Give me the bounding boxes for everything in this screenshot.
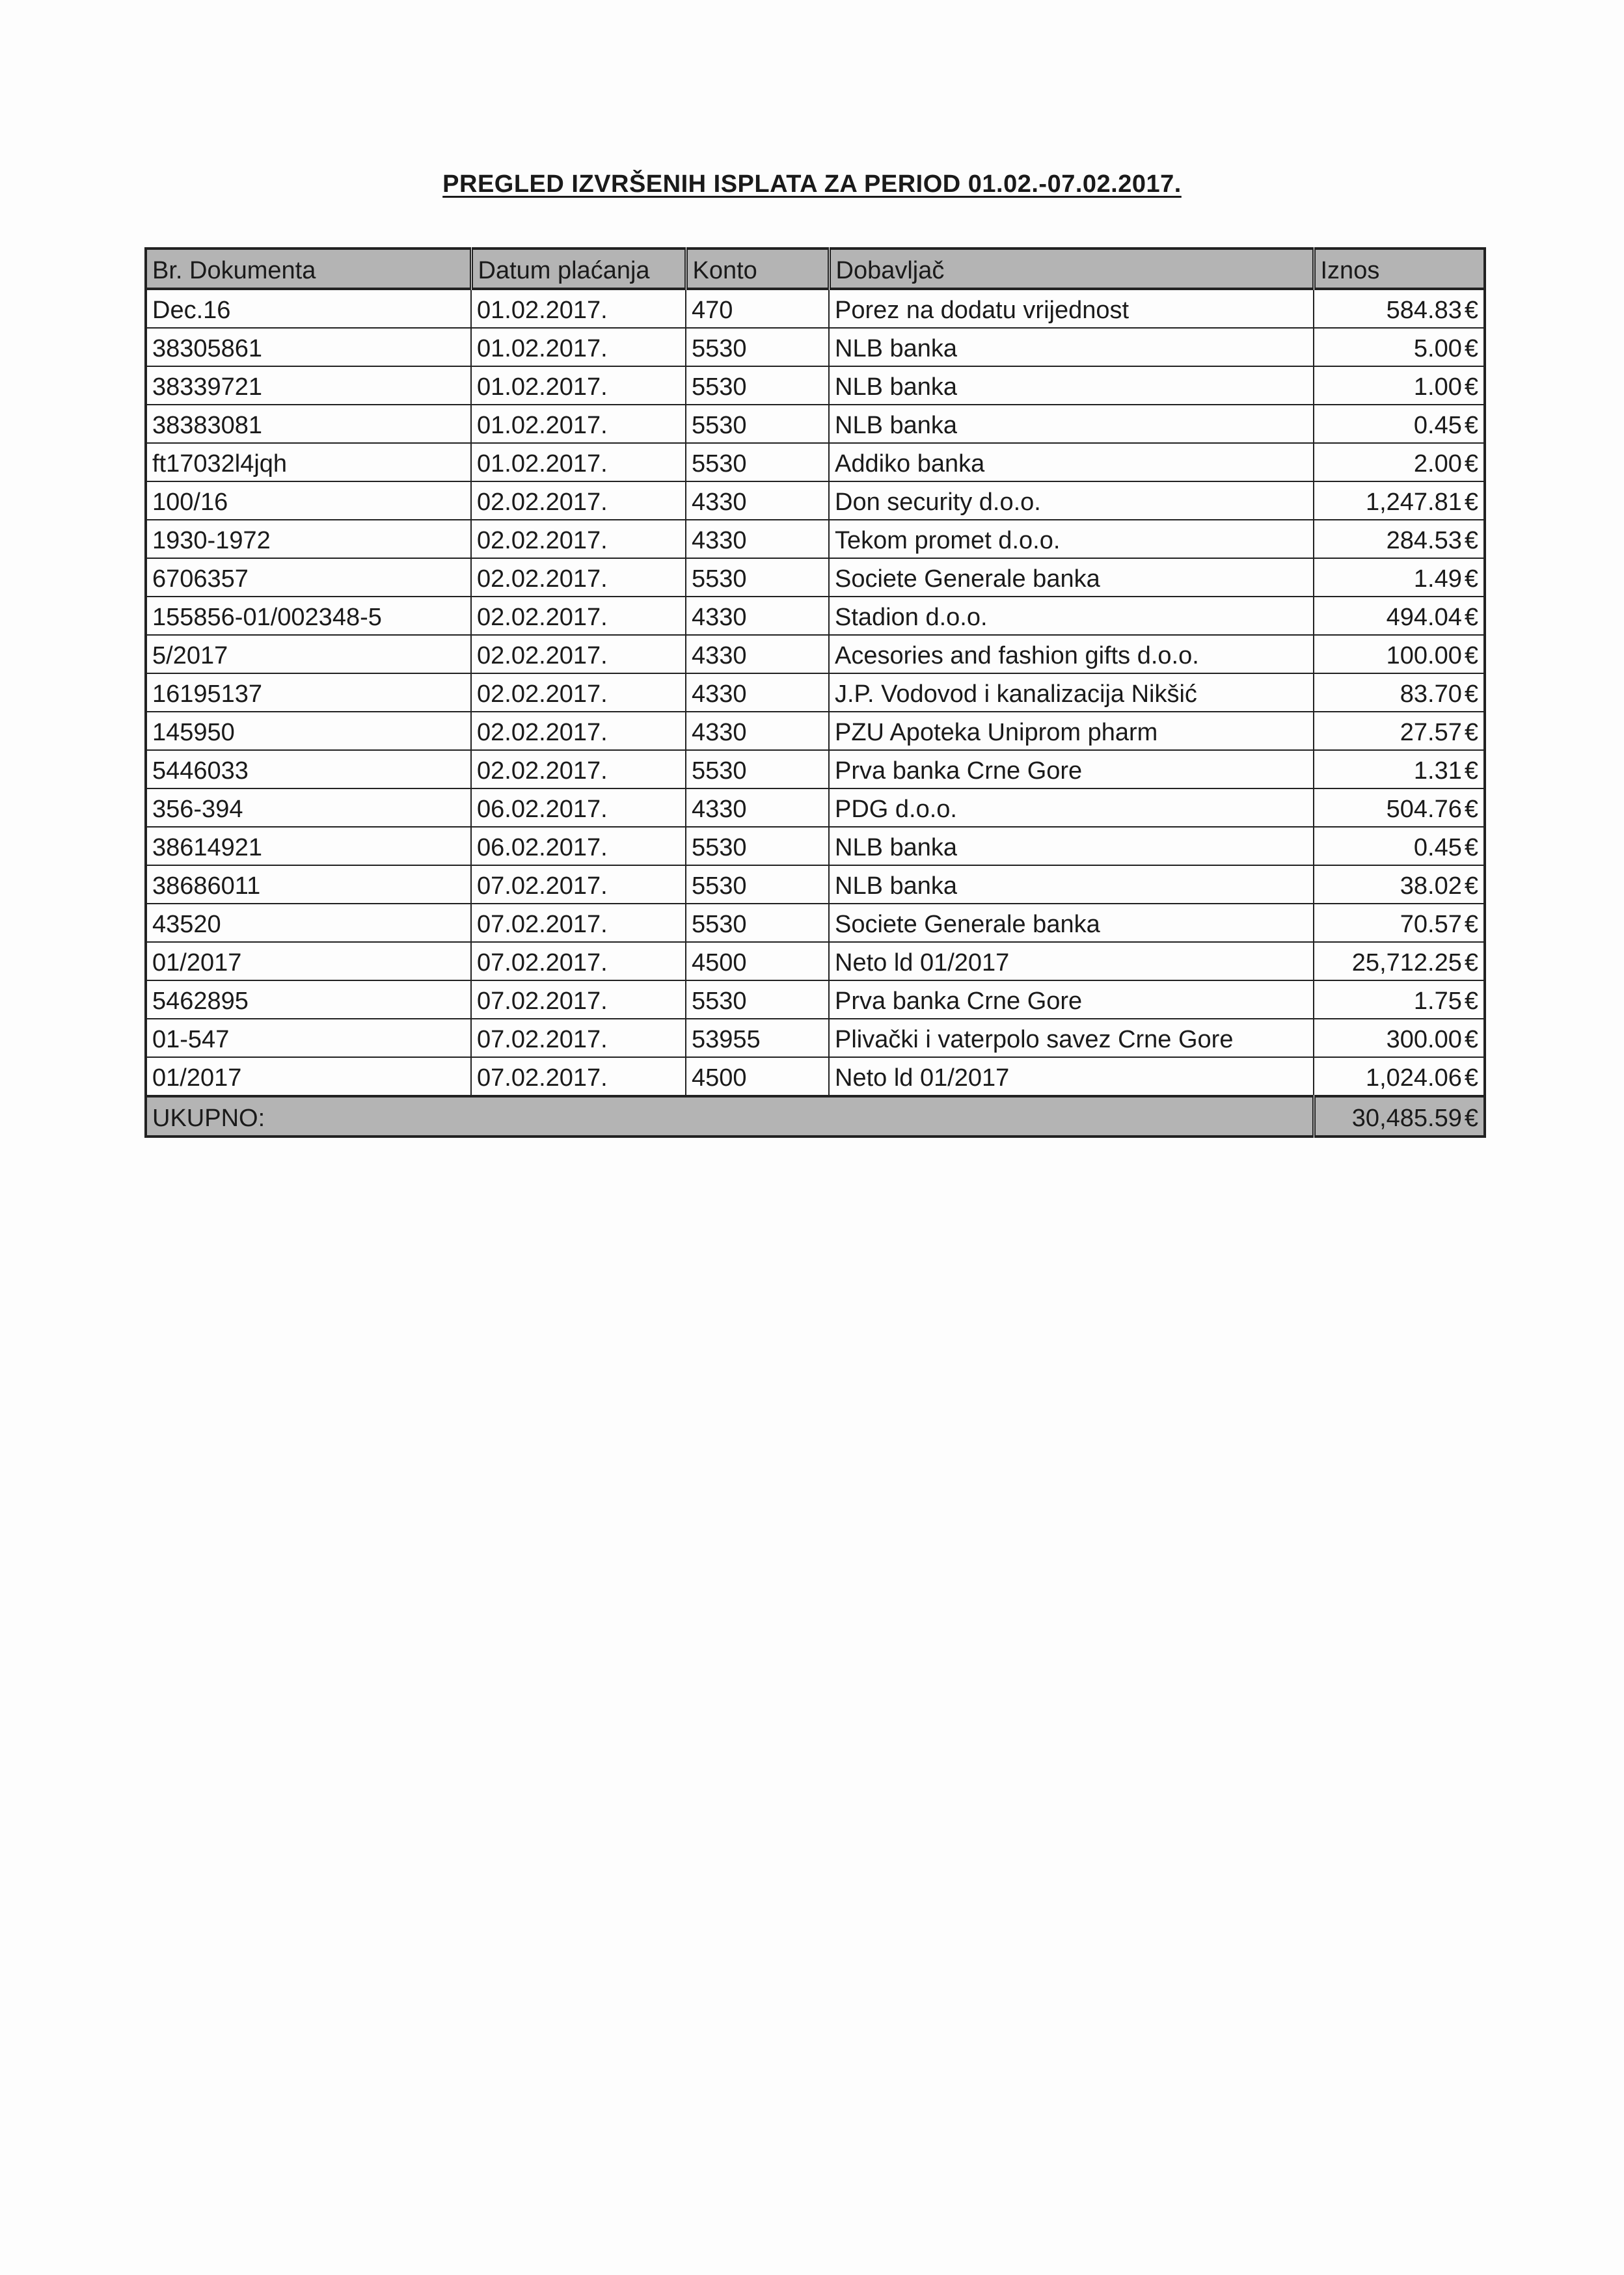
cell-supplier: Addiko banka bbox=[829, 443, 1314, 481]
cell-amount bbox=[1314, 673, 1485, 712]
cell-konto: 4330 bbox=[686, 712, 829, 750]
amount-value: 284.53 bbox=[1386, 527, 1462, 554]
currency-symbol: € bbox=[1464, 450, 1478, 478]
cell-doc-number: 100/16 bbox=[146, 481, 471, 520]
table-row bbox=[146, 750, 1485, 788]
cell-doc-number: 38686011 bbox=[146, 865, 471, 904]
payments-table bbox=[144, 247, 1486, 1138]
cell-doc-number: 6706357 bbox=[146, 558, 471, 597]
total-row bbox=[146, 1096, 1485, 1137]
table-row bbox=[146, 942, 1485, 980]
cell-konto: 4330 bbox=[686, 597, 829, 635]
cell-payment-date: 01.02.2017. bbox=[471, 443, 686, 481]
cell-konto: 4330 bbox=[686, 788, 829, 827]
cell-konto: 4500 bbox=[686, 942, 829, 980]
currency-symbol: € bbox=[1464, 527, 1478, 554]
cell-amount bbox=[1314, 865, 1485, 904]
currency-symbol: € bbox=[1464, 719, 1478, 746]
cell-doc-number: 01/2017 bbox=[146, 942, 471, 980]
cell-payment-date: 07.02.2017. bbox=[471, 1019, 686, 1057]
cell-payment-date: 01.02.2017. bbox=[471, 405, 686, 443]
table-row bbox=[146, 904, 1485, 942]
cell-supplier: Neto ld 01/2017 bbox=[829, 1057, 1314, 1096]
cell-amount bbox=[1314, 366, 1485, 405]
cell-supplier: NLB banka bbox=[829, 328, 1314, 366]
cell-doc-number: Dec.16 bbox=[146, 289, 471, 328]
cell-konto: 4330 bbox=[686, 635, 829, 673]
amount-value: 100.00 bbox=[1386, 642, 1462, 669]
cell-amount bbox=[1314, 827, 1485, 865]
currency-symbol: € bbox=[1464, 834, 1478, 861]
cell-konto: 5530 bbox=[686, 827, 829, 865]
cell-supplier: PZU Apoteka Uniprom pharm bbox=[829, 712, 1314, 750]
cell-payment-date: 02.02.2017. bbox=[471, 520, 686, 558]
cell-payment-date: 02.02.2017. bbox=[471, 558, 686, 597]
table-row bbox=[146, 827, 1485, 865]
cell-konto: 5530 bbox=[686, 405, 829, 443]
cell-amount bbox=[1314, 405, 1485, 443]
currency-symbol: € bbox=[1464, 1064, 1478, 1092]
cell-konto: 5530 bbox=[686, 328, 829, 366]
cell-amount bbox=[1314, 942, 1485, 980]
header-amount: Iznos bbox=[1314, 249, 1485, 289]
cell-amount bbox=[1314, 289, 1485, 328]
cell-doc-number: 43520 bbox=[146, 904, 471, 942]
amount-value: 0.45 bbox=[1413, 834, 1462, 861]
cell-supplier: Prva banka Crne Gore bbox=[829, 980, 1314, 1019]
cell-doc-number: 1930-1972 bbox=[146, 520, 471, 558]
cell-doc-number: 01/2017 bbox=[146, 1057, 471, 1096]
currency-symbol: € bbox=[1464, 373, 1478, 401]
table-header bbox=[146, 249, 1485, 289]
cell-amount bbox=[1314, 750, 1485, 788]
cell-konto: 5530 bbox=[686, 865, 829, 904]
cell-supplier: J.P. Vodovod i kanalizacija Nikšić bbox=[829, 673, 1314, 712]
report-title: PREGLED IZVRŠENIH ISPLATA ZA PERIOD 01.02.-07.02.2017. bbox=[442, 170, 1182, 198]
cell-supplier: Tekom promet d.o.o. bbox=[829, 520, 1314, 558]
cell-konto: 53955 bbox=[686, 1019, 829, 1057]
cell-doc-number: 16195137 bbox=[146, 673, 471, 712]
cell-konto: 4330 bbox=[686, 673, 829, 712]
currency-symbol: € bbox=[1464, 796, 1478, 823]
amount-value: 27.57 bbox=[1400, 719, 1462, 746]
amount-value: 494.04 bbox=[1386, 604, 1462, 631]
cell-amount bbox=[1314, 635, 1485, 673]
total-amount: 30,485.59 bbox=[1351, 1105, 1462, 1132]
table-body bbox=[146, 289, 1485, 1096]
cell-payment-date: 07.02.2017. bbox=[471, 942, 686, 980]
cell-payment-date: 07.02.2017. bbox=[471, 904, 686, 942]
cell-amount bbox=[1314, 328, 1485, 366]
table-row bbox=[146, 289, 1485, 328]
cell-payment-date: 02.02.2017. bbox=[471, 635, 686, 673]
amount-value: 0.45 bbox=[1413, 412, 1462, 439]
table-row bbox=[146, 788, 1485, 827]
table-row bbox=[146, 481, 1485, 520]
cell-doc-number: 5446033 bbox=[146, 750, 471, 788]
currency-symbol: € bbox=[1464, 642, 1478, 669]
cell-amount bbox=[1314, 1057, 1485, 1096]
table-row bbox=[146, 712, 1485, 750]
cell-doc-number: 38339721 bbox=[146, 366, 471, 405]
header-supplier: Dobavljač bbox=[829, 249, 1314, 289]
table-row bbox=[146, 405, 1485, 443]
currency-symbol: € bbox=[1464, 412, 1478, 439]
cell-supplier: NLB banka bbox=[829, 366, 1314, 405]
cell-supplier: Societe Generale banka bbox=[829, 558, 1314, 597]
amount-value: 38.02 bbox=[1400, 872, 1462, 900]
cell-payment-date: 02.02.2017. bbox=[471, 750, 686, 788]
cell-supplier: PDG d.o.o. bbox=[829, 788, 1314, 827]
header-row bbox=[146, 249, 1485, 289]
total-label: UKUPNO: bbox=[146, 1096, 1314, 1137]
table-row bbox=[146, 1057, 1485, 1096]
total-amount-cell bbox=[1314, 1096, 1485, 1137]
header-doc-number: Br. Dokumenta bbox=[146, 249, 471, 289]
cell-doc-number: 38305861 bbox=[146, 328, 471, 366]
amount-value: 1.00 bbox=[1413, 373, 1462, 401]
cell-konto: 5530 bbox=[686, 443, 829, 481]
cell-amount bbox=[1314, 712, 1485, 750]
header-payment-date: Datum plaćanja bbox=[471, 249, 686, 289]
cell-supplier: NLB banka bbox=[829, 405, 1314, 443]
table-footer bbox=[146, 1096, 1485, 1137]
cell-amount bbox=[1314, 520, 1485, 558]
cell-payment-date: 01.02.2017. bbox=[471, 289, 686, 328]
cell-amount bbox=[1314, 558, 1485, 597]
amount-value: 1,247.81 bbox=[1365, 489, 1462, 516]
amount-value: 25,712.25 bbox=[1351, 949, 1462, 976]
amount-value: 1.31 bbox=[1413, 757, 1462, 785]
table-row bbox=[146, 443, 1485, 481]
cell-payment-date: 01.02.2017. bbox=[471, 366, 686, 405]
cell-amount bbox=[1314, 980, 1485, 1019]
cell-amount bbox=[1314, 904, 1485, 942]
table-row bbox=[146, 673, 1485, 712]
cell-doc-number: 356-394 bbox=[146, 788, 471, 827]
cell-payment-date: 01.02.2017. bbox=[471, 328, 686, 366]
table-row bbox=[146, 865, 1485, 904]
cell-payment-date: 02.02.2017. bbox=[471, 712, 686, 750]
currency-symbol: € bbox=[1464, 757, 1478, 785]
amount-value: 504.76 bbox=[1386, 796, 1462, 823]
cell-amount bbox=[1314, 1019, 1485, 1057]
table-row bbox=[146, 520, 1485, 558]
cell-doc-number: 01-547 bbox=[146, 1019, 471, 1057]
header-konto: Konto bbox=[686, 249, 829, 289]
currency-symbol: € bbox=[1464, 489, 1478, 516]
currency-symbol: € bbox=[1464, 1105, 1478, 1132]
cell-konto: 5530 bbox=[686, 750, 829, 788]
cell-doc-number: 145950 bbox=[146, 712, 471, 750]
currency-symbol: € bbox=[1464, 911, 1478, 938]
table-row bbox=[146, 980, 1485, 1019]
table-row bbox=[146, 558, 1485, 597]
amount-value: 70.57 bbox=[1400, 911, 1462, 938]
cell-konto: 470 bbox=[686, 289, 829, 328]
cell-supplier: Acesories and fashion gifts d.o.o. bbox=[829, 635, 1314, 673]
cell-konto: 5530 bbox=[686, 366, 829, 405]
currency-symbol: € bbox=[1464, 680, 1478, 708]
cell-supplier: Stadion d.o.o. bbox=[829, 597, 1314, 635]
amount-value: 83.70 bbox=[1400, 680, 1462, 708]
cell-konto: 4330 bbox=[686, 520, 829, 558]
currency-symbol: € bbox=[1464, 565, 1478, 593]
cell-payment-date: 07.02.2017. bbox=[471, 980, 686, 1019]
cell-supplier: Porez na dodatu vrijednost bbox=[829, 289, 1314, 328]
cell-doc-number: 38614921 bbox=[146, 827, 471, 865]
currency-symbol: € bbox=[1464, 335, 1478, 362]
cell-supplier: NLB banka bbox=[829, 827, 1314, 865]
cell-payment-date: 02.02.2017. bbox=[471, 481, 686, 520]
cell-konto: 5530 bbox=[686, 558, 829, 597]
cell-doc-number: 38383081 bbox=[146, 405, 471, 443]
amount-value: 2.00 bbox=[1413, 450, 1462, 478]
cell-konto: 4330 bbox=[686, 481, 829, 520]
amount-value: 1.75 bbox=[1413, 988, 1462, 1015]
cell-payment-date: 07.02.2017. bbox=[471, 1057, 686, 1096]
cell-supplier: Prva banka Crne Gore bbox=[829, 750, 1314, 788]
amount-value: 300.00 bbox=[1386, 1026, 1462, 1053]
cell-doc-number: 155856-01/002348-5 bbox=[146, 597, 471, 635]
cell-konto: 4500 bbox=[686, 1057, 829, 1096]
cell-payment-date: 07.02.2017. bbox=[471, 865, 686, 904]
currency-symbol: € bbox=[1464, 604, 1478, 631]
currency-symbol: € bbox=[1464, 872, 1478, 900]
cell-konto: 5530 bbox=[686, 980, 829, 1019]
cell-payment-date: 06.02.2017. bbox=[471, 827, 686, 865]
cell-amount bbox=[1314, 443, 1485, 481]
currency-symbol: € bbox=[1464, 1026, 1478, 1053]
amount-value: 1,024.06 bbox=[1365, 1064, 1462, 1092]
currency-symbol: € bbox=[1464, 297, 1478, 324]
cell-payment-date: 02.02.2017. bbox=[471, 673, 686, 712]
currency-symbol: € bbox=[1464, 988, 1478, 1015]
table-row bbox=[146, 366, 1485, 405]
cell-payment-date: 02.02.2017. bbox=[471, 597, 686, 635]
cell-supplier: NLB banka bbox=[829, 865, 1314, 904]
cell-amount bbox=[1314, 788, 1485, 827]
table-row bbox=[146, 1019, 1485, 1057]
cell-amount bbox=[1314, 597, 1485, 635]
cell-doc-number: 5/2017 bbox=[146, 635, 471, 673]
table-row bbox=[146, 597, 1485, 635]
currency-symbol: € bbox=[1464, 949, 1478, 976]
amount-value: 1.49 bbox=[1413, 565, 1462, 593]
cell-supplier: Neto ld 01/2017 bbox=[829, 942, 1314, 980]
cell-doc-number: 5462895 bbox=[146, 980, 471, 1019]
table-row bbox=[146, 328, 1485, 366]
amount-value: 584.83 bbox=[1386, 297, 1462, 324]
table-row bbox=[146, 635, 1485, 673]
amount-value: 5.00 bbox=[1413, 335, 1462, 362]
cell-payment-date: 06.02.2017. bbox=[471, 788, 686, 827]
cell-supplier: Don security d.o.o. bbox=[829, 481, 1314, 520]
cell-supplier: Plivački i vaterpolo savez Crne Gore bbox=[829, 1019, 1314, 1057]
cell-doc-number: ft17032l4jqh bbox=[146, 443, 471, 481]
cell-konto: 5530 bbox=[686, 904, 829, 942]
cell-amount bbox=[1314, 481, 1485, 520]
cell-supplier: Societe Generale banka bbox=[829, 904, 1314, 942]
